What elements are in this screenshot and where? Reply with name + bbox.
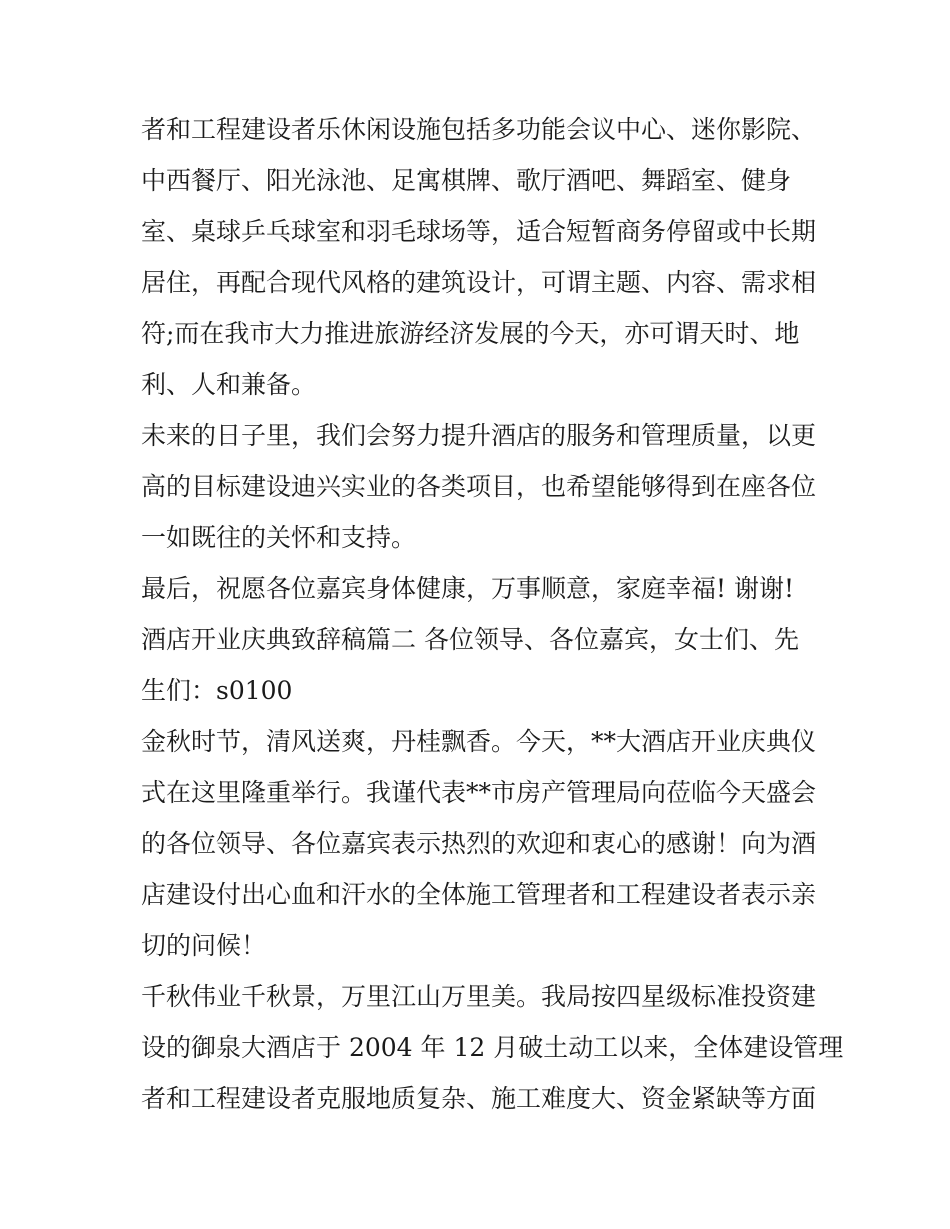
- document-body: [141, 104, 844, 1124]
- text-line: 设的御泉大酒店于 2004 年 12 月破土动工以来，全体建设管理: [141, 1033, 844, 1062]
- text-line: 高的目标建设迪兴实业的各类项目，也希望能够得到在座各位: [141, 472, 817, 501]
- text-line: 店建设付出心血和汗水的全体施工管理者和工程建设者表示亲: [141, 880, 817, 909]
- paragraph-construction: [141, 971, 844, 1124]
- text-line: 中西餐厅、阳光泳池、足寓棋牌、歌厅酒吧、舞蹈室、健身: [141, 166, 792, 195]
- text-line: 符;而在我市大力推进旅游经济发展的今天，亦可谓天时、地: [141, 319, 800, 348]
- text-line: 酒店开业庆典致辞稿篇二 各位领导、各位嘉宾，女士们、先: [141, 625, 799, 654]
- paragraph-closing-wishes: [141, 563, 821, 614]
- text-line: 的各位领导、各位嘉宾表示热烈的欢迎和衷心的感谢！向为酒: [141, 829, 817, 858]
- text-line: 最后，祝愿各位嘉宾身体健康，万事顺意，家庭幸福! 谢谢!: [141, 574, 795, 603]
- text-line: 一如既往的关怀和支持。: [141, 523, 417, 552]
- paragraph-future: [141, 410, 821, 563]
- text-line: 式在这里隆重举行。我谨代表**市房产管理局向莅临今天盛会: [141, 778, 817, 807]
- text-line: 居住，再配合现代风格的建筑设计，可谓主题、内容、需求相: [141, 268, 817, 297]
- text-line: 切的问候！: [141, 931, 267, 960]
- text-line: 利、人和兼备。: [141, 370, 317, 399]
- text-line: 室、桌球乒乓球室和羽毛球场等，适合短暂商务停留或中长期: [141, 217, 817, 246]
- paragraph-autumn-welcome: [141, 716, 821, 971]
- text-line: 金秋时节，清风送爽，丹桂飘香。今天，**大酒店开业庆典仪: [141, 727, 817, 756]
- paragraph-facilities: [141, 104, 821, 410]
- text-line: 者和工程建设者克服地质复杂、施工难度大、资金紧缺等方面: [141, 1084, 817, 1113]
- text-line: 者和工程建设者乐休闲设施包括多功能会议中心、迷你影院、: [141, 115, 817, 144]
- paragraph-speech-two-heading: [141, 614, 821, 716]
- text-line: 生们：s0100: [141, 676, 293, 705]
- text-line: 千秋伟业千秋景，万里江山万里美。我局按四星级标准投资建: [141, 982, 817, 1011]
- text-line: 未来的日子里，我们会努力提升酒店的服务和管理质量，以更: [141, 421, 817, 450]
